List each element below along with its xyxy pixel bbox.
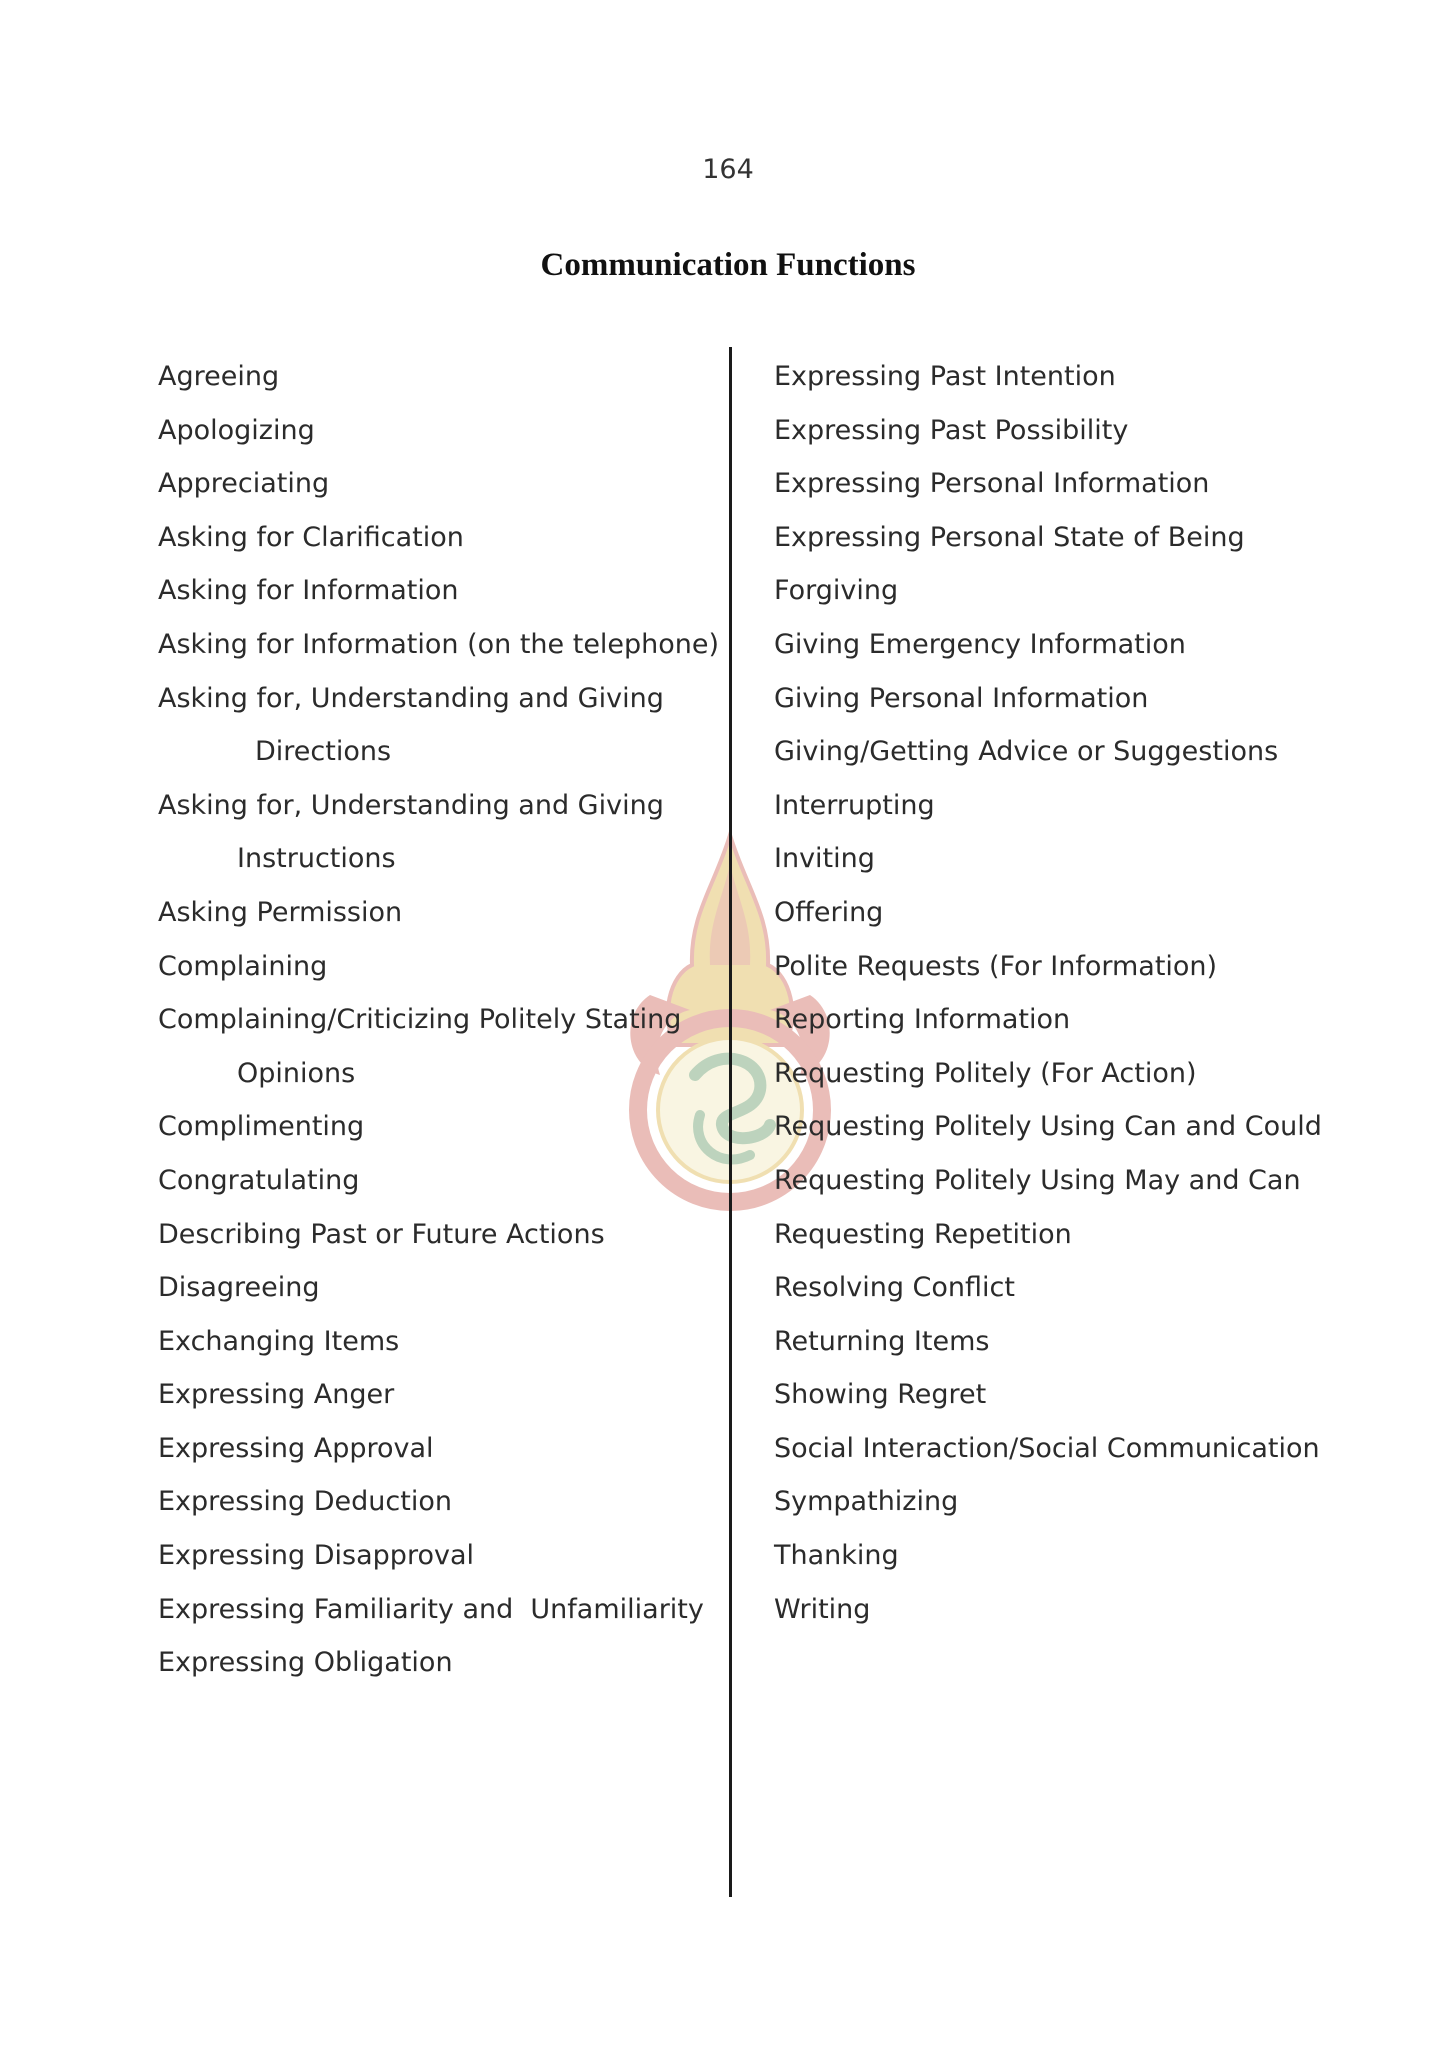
- list-item: Social Interaction/Social Communication: [774, 1432, 1320, 1464]
- list-item: Asking for, Understanding and Giving: [158, 789, 664, 821]
- list-item: Agreeing: [158, 361, 280, 392]
- column-divider: [729, 347, 732, 1897]
- list-item: Inviting: [774, 843, 875, 875]
- list-item: Expressing Familiarity and Unfamiliarity: [158, 1593, 704, 1625]
- list-item: Forgiving: [774, 575, 899, 607]
- list-item: Expressing Personal State of Being: [774, 521, 1245, 553]
- list-item: Writing: [774, 1593, 871, 1625]
- list-item: Asking for Information: [158, 575, 459, 607]
- list-item: Expressing Personal Information: [774, 468, 1210, 500]
- list-item: Expressing Anger: [158, 1379, 395, 1411]
- list-item: Giving Emergency Information: [774, 628, 1186, 660]
- list-item: Expressing Obligation: [158, 1647, 453, 1679]
- list-item: Asking for Information (on the telephone): [158, 628, 720, 660]
- list-item: Expressing Deduction: [158, 1486, 452, 1518]
- list-item: Complimenting: [158, 1111, 365, 1143]
- list-item: Appreciating: [158, 468, 330, 500]
- list-item: Asking for Clarification: [158, 521, 464, 553]
- list-item: Describing Past or Future Actions: [158, 1218, 605, 1250]
- list-item: Sympathizing: [774, 1486, 959, 1518]
- page-title: Communication Functions: [540, 247, 916, 283]
- list-item-continuation: Directions: [255, 736, 392, 768]
- list-item: Expressing Past Possibility: [774, 414, 1129, 446]
- list-item: Expressing Disapproval: [158, 1540, 474, 1572]
- list-item: Giving Personal Information: [774, 682, 1149, 714]
- list-item: Interrupting: [774, 789, 935, 821]
- list-item: Returning Items: [774, 1325, 990, 1357]
- list-item: Reporting Information: [774, 1004, 1071, 1036]
- list-item: Apologizing: [158, 414, 315, 446]
- left-function-list: [158, 357, 718, 1697]
- list-item: Resolving Conflict: [774, 1272, 1015, 1304]
- list-item: Requesting Politely Using May and Can: [774, 1164, 1301, 1196]
- list-item: Giving/Getting Advice or Suggestions: [774, 736, 1279, 768]
- list-item: Offering: [774, 896, 884, 928]
- list-item: Expressing Past Intention: [774, 361, 1116, 392]
- list-item: Expressing Approval: [158, 1432, 434, 1464]
- list-item: Exchanging Items: [158, 1325, 400, 1357]
- list-item: Disagreeing: [158, 1272, 320, 1304]
- list-item: Polite Requests (For Information): [774, 950, 1218, 982]
- list-item-continuation: Instructions: [237, 843, 396, 875]
- list-item: Thanking: [774, 1540, 899, 1572]
- list-item: Requesting Politely Using Can and Could: [774, 1111, 1322, 1143]
- right-function-list: [774, 357, 1414, 1643]
- list-item: Complaining: [158, 950, 328, 982]
- list-item-continuation: Opinions: [237, 1057, 356, 1089]
- list-item: Showing Regret: [774, 1379, 987, 1411]
- list-item: Asking for, Understanding and Giving: [158, 682, 664, 714]
- list-item: Complaining/Criticizing Politely Stating: [158, 1004, 682, 1036]
- list-item: Asking Permission: [158, 896, 403, 928]
- page-number: 164: [702, 154, 754, 185]
- list-item: Requesting Politely (For Action): [774, 1057, 1197, 1089]
- list-item: Requesting Repetition: [774, 1218, 1072, 1250]
- list-item: Congratulating: [158, 1164, 360, 1196]
